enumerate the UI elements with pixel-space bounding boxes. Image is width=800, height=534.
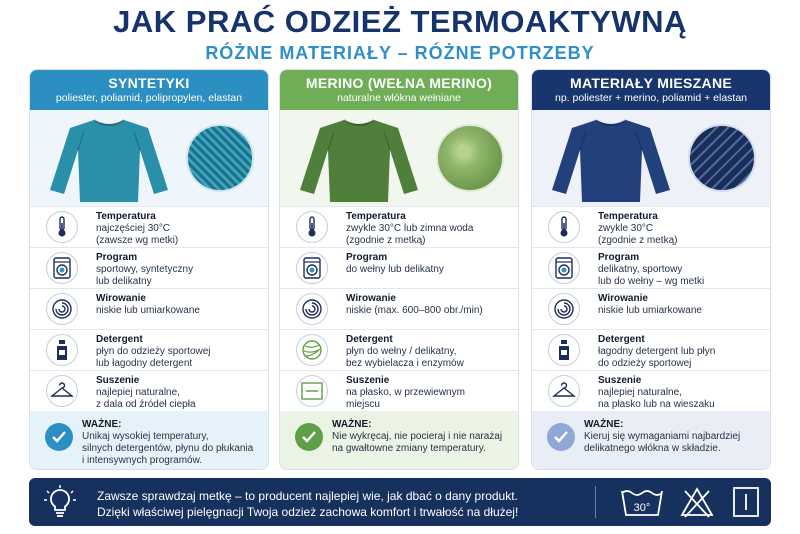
care-value-line-2: lub do wełny – wg metki [598, 276, 705, 287]
thermometer-icon [296, 211, 328, 243]
column-description: np. poliester + merino, poliamid + elastan [554, 92, 748, 104]
care-label: Detergent [346, 334, 393, 345]
washing-machine-icon [548, 252, 580, 284]
care-value-line-1: delikatny, sportowy [598, 264, 683, 275]
care-row [280, 329, 518, 370]
care-value-line-1: na płasko, w przewiewnym [346, 387, 465, 398]
yarn-ball-icon [296, 334, 328, 366]
note-title: WAŻNE: [584, 419, 624, 430]
care-label: Temperatura [346, 211, 406, 222]
longsleeve-shirt-icon [546, 114, 676, 209]
care-value-line-1: niskie lub umiarkowane [598, 305, 702, 316]
longsleeve-shirt-icon [294, 114, 424, 209]
thermometer-icon [46, 211, 78, 243]
washing-machine-icon [296, 252, 328, 284]
thermometer-icon [548, 211, 580, 243]
care-value-line-2: bez wybielacza i enzymów [346, 358, 464, 369]
care-value-line-2: (zgodnie z metką) [598, 235, 678, 246]
care-value-line-1: niskie lub umiarkowane [96, 305, 200, 316]
care-label: Program [598, 252, 640, 263]
lightbulb-icon [43, 485, 77, 524]
care-label: Temperatura [96, 211, 156, 222]
care-value-line-1: najlepiej naturalne, [96, 387, 180, 398]
column-title: MERINO (WEŁNA MERINO) [305, 75, 493, 91]
column-header [30, 70, 268, 110]
care-row [280, 206, 518, 247]
care-value-line-1: najlepiej naturalne, [598, 387, 682, 398]
garment-visual [280, 110, 518, 206]
care-value-line-2: (zgodnie z metką) [346, 235, 426, 246]
care-value-line-2: (zawsze wg metki) [96, 235, 179, 246]
care-value-line-1: zwykle 30°C [598, 223, 654, 234]
banner-line-2: Dzięki właściwej pielęgnacji Twoja odzież zachowa komfort i trwałość na dłużej! [97, 505, 519, 519]
info-banner [29, 478, 771, 526]
care-label: Suszenie [96, 375, 140, 386]
hanger-icon [548, 375, 580, 407]
care-label: Program [346, 252, 388, 263]
care-value-line-1: płyn do wełny / delikatny, [346, 346, 457, 357]
fabric-closeup-icon [688, 124, 756, 192]
care-value-line-1: sportowy, syntetyczny [96, 264, 194, 275]
care-value-line-1: płyn do odzieży sportowej [96, 346, 211, 357]
care-row [30, 288, 268, 329]
banner-divider [595, 486, 596, 518]
important-note [532, 411, 770, 469]
spin-icon [296, 293, 328, 325]
care-label: Suszenie [598, 375, 642, 386]
spin-icon [46, 293, 78, 325]
wash-30-icon [619, 485, 665, 524]
care-value-line-1: zwykle 30°C lub zimna woda [346, 223, 474, 234]
column-header [280, 70, 518, 110]
note-line-2: silnych detergentów, płynu do płukania [82, 443, 254, 454]
care-row [532, 247, 770, 288]
care-row [532, 206, 770, 247]
column-description: poliester, poliamid, polipropylen, elastan [55, 92, 243, 104]
spin-icon [548, 293, 580, 325]
checkmark-icon [547, 423, 575, 451]
care-value-line-1: do wełny lub delikatny [346, 264, 444, 275]
hanger-icon [46, 375, 78, 407]
care-value-line-2: na płasko lub na wieszaku [598, 399, 715, 410]
note-line-3: i intensywnych programów. [82, 455, 203, 466]
care-row [280, 247, 518, 288]
care-value-line-1: najczęściej 30°C [96, 223, 171, 234]
column-header [532, 70, 770, 110]
no-bleach-icon [679, 485, 715, 524]
care-label: Detergent [598, 334, 645, 345]
care-value-line-2: miejscu [346, 399, 380, 410]
care-value-line-2: lub łagodny detergent [96, 358, 193, 369]
care-value-line-1: łagodny detergent lub płyn [598, 346, 716, 357]
checkmark-icon [295, 423, 323, 451]
care-value-line-1: niskie (max. 600–800 obr./min) [346, 305, 483, 316]
care-label: Detergent [96, 334, 143, 345]
tumble-dry-icon [731, 485, 761, 524]
column-merino [279, 69, 519, 470]
care-row [280, 288, 518, 329]
note-title: WAŻNE: [82, 419, 122, 430]
care-row [30, 247, 268, 288]
detergent-bottle-icon [548, 334, 580, 366]
column-mixed [531, 69, 771, 470]
care-row [280, 370, 518, 411]
care-row [532, 288, 770, 329]
banner-line-1: Zawsze sprawdzaj metkę – to producent najlepiej wie, jak dbać o dany produkt. [97, 489, 518, 503]
care-row [30, 206, 268, 247]
care-row [532, 370, 770, 411]
care-row [30, 370, 268, 411]
page-title: JAK PRAĆ ODZIEŻ TERMOAKTYWNĄ [113, 4, 687, 39]
care-value-line-2: lub delikatny [96, 276, 152, 287]
longsleeve-shirt-icon [44, 114, 174, 209]
important-note [280, 411, 518, 469]
column-description: naturalne włókna wełniane [337, 92, 461, 104]
garment-visual [532, 110, 770, 206]
important-note [30, 411, 268, 469]
checkmark-icon [45, 423, 73, 451]
note-line-2: delikatnego włókna w składzie. [584, 443, 721, 454]
column-title: SYNTETYKI [108, 75, 190, 91]
fabric-closeup-icon [186, 124, 254, 192]
care-label: Wirowanie [346, 293, 396, 304]
flat-dry-icon [296, 375, 328, 407]
column-synthetics [29, 69, 269, 470]
fabric-closeup-icon [436, 124, 504, 192]
washing-machine-icon [46, 252, 78, 284]
care-label: Program [96, 252, 138, 263]
note-title: WAŻNE: [332, 419, 372, 430]
care-label: Suszenie [346, 375, 390, 386]
care-row [532, 329, 770, 370]
care-label: Wirowanie [96, 293, 146, 304]
care-label: Temperatura [598, 211, 658, 222]
note-line-1: Kieruj się wymaganiami najbardziej [584, 431, 741, 442]
care-value-line-2: z dala od źródeł ciepła [96, 399, 196, 410]
detergent-bottle-icon [46, 334, 78, 366]
care-label: Wirowanie [598, 293, 648, 304]
wash-temp-label: 30° [633, 502, 651, 514]
note-line-2: na gwałtowne zmiany temperatury. [332, 443, 486, 454]
care-value-line-2: do odzieży sportowej [598, 358, 692, 369]
column-title: MATERIAŁY MIESZANE [570, 75, 732, 91]
note-line-1: Nie wykręcaj, nie pocieraj i nie narażaj [332, 431, 503, 442]
garment-visual [30, 110, 268, 206]
page-subtitle: RÓŻNE MATERIAŁY – RÓŻNE POTRZEBY [205, 43, 595, 63]
care-row [30, 329, 268, 370]
note-line-1: Unikaj wysokiej temperatury, [82, 431, 209, 442]
